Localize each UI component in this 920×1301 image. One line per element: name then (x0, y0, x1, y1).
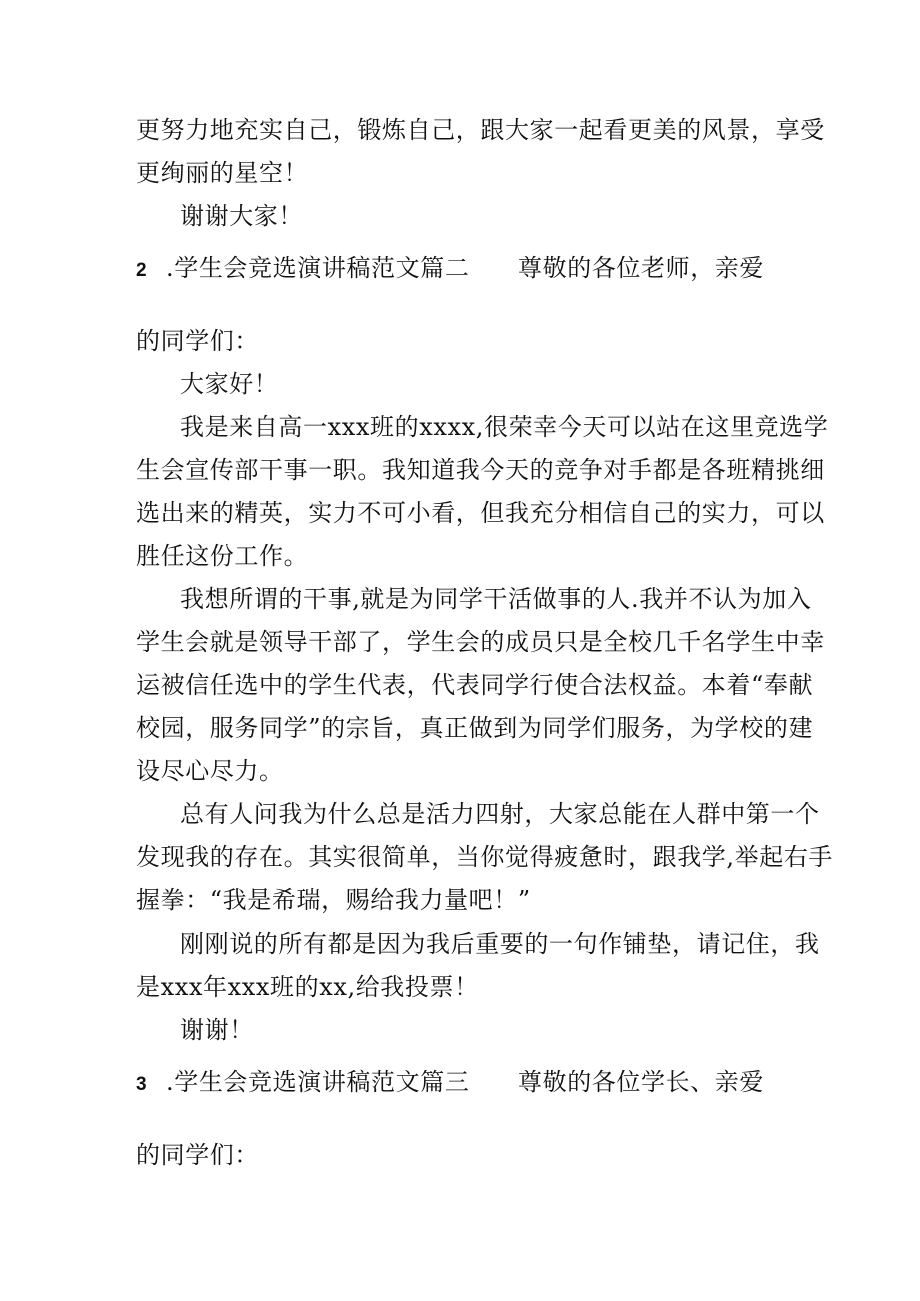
paragraph-line: 校园，服务同学”的宗旨，真正做到为同学们服务，为学校的建 (136, 714, 814, 742)
greeting-text: 尊敬的各位老师，亲爱 (518, 254, 764, 282)
greeting-continuation: 的同学们： (136, 1141, 259, 1169)
paragraph-line: 总有人问我为什么总是活力四射，大家总能在人群中第一个 (180, 800, 820, 828)
paragraph-line: 胜任这份工作。 (136, 542, 309, 570)
section-number: 3 (136, 1074, 147, 1095)
paragraph-line: 我是来自高一xxx班的xxxx,很荣幸今天可以站在这里竞选学 (180, 413, 829, 441)
section-number: 2 (136, 260, 147, 281)
section-heading-2 (136, 252, 796, 287)
thanks-line: 谢谢大家！ (180, 202, 303, 230)
paragraph-line: 发现我的存在。其实很简单，当你觉得疲惫时，跟我学,举起右手 (136, 843, 834, 871)
paragraph-line: 握拳：“我是希瑞，赐给我力量吧！” (136, 886, 531, 914)
section-heading-3 (136, 1066, 796, 1101)
paragraph-line: 是xxx年xxx班的xx,给我投票！ (136, 973, 479, 1001)
paragraph-line: 选出来的精英，实力不可小看，但我充分相信自己的实力，可以 (136, 499, 825, 527)
paragraph-line: 设尽心尽力。 (136, 757, 284, 785)
paragraph-line: 更努力地充实自己，锻炼自己，跟大家一起看更美的风景，享受 (136, 116, 825, 144)
paragraph-line: 运被信任选中的学生代表，代表同学行使合法权益。本着“奉献 (136, 671, 814, 699)
paragraph-line: 学生会就是领导干部了，学生会的成员只是全校几千名学生中幸 (136, 628, 825, 656)
paragraph-line: 生会宣传部干事一职。我知道我今天的竞争对手都是各班精挑细 (136, 456, 825, 484)
thanks-line: 谢谢！ (180, 1016, 254, 1044)
paragraph-line: 我想所谓的干事,就是为同学干活做事的人.我并不认为加入 (180, 585, 812, 613)
section-title: .学生会竞选演讲稿范文篇二 (166, 254, 470, 282)
hello-line: 大家好！ (180, 370, 279, 398)
greeting-continuation: 的同学们： (136, 327, 259, 355)
paragraph-line: 刚刚说的所有都是因为我后重要的一句作铺垫，请记住，我 (180, 930, 820, 958)
paragraph-line: 更绚丽的星空！ (136, 159, 309, 187)
greeting-text: 尊敬的各位学长、亲爱 (518, 1068, 764, 1096)
section-title: .学生会竞选演讲稿范文篇三 (166, 1068, 470, 1096)
